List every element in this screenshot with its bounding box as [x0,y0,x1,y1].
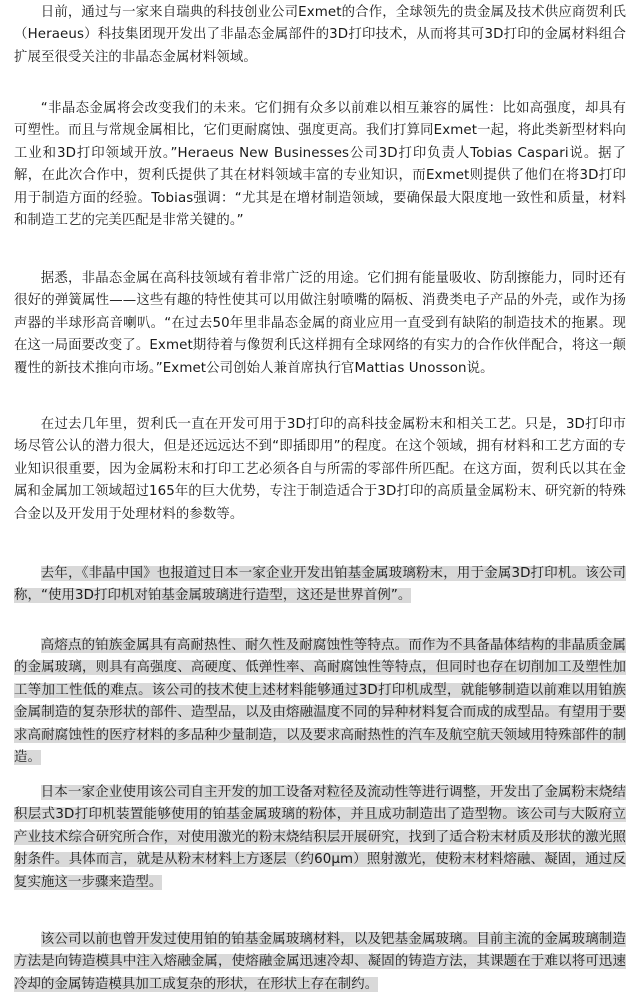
paragraph-powder-sintering [14,782,626,894]
paragraph-text: 高熔点的铂族金属具有高耐热性、耐久性及耐腐蚀性等特点。而作为不具备晶体结构的非晶质金属的金属玻璃，则具有高强度、高硬度、低弹性率、高耐腐蚀性等特点，但同时也存在切削加工及塑性加工等加工性低的难点。该公司的技术使上述材料能够通过3D打印机成型，就能够制造以前难以用铂族金属制造的复杂形状的部件、造型品，以及由熔融温度不同的异种材料复合而成的成型品。有望用于要求高耐腐蚀性的医疗材料的多品种少量制造，以及要求高耐热性的汽车及航空航天领域用特殊部件的制造。 [14,638,626,766]
paragraph-text: 日前，通过与一家来自瑞典的科技创业公司Exmet的合作，全球领先的贵金属及技术供应商贺利氏（Heraeus）科技集团现开发出了非晶态金属部件的3D打印技术，从而将其可3D打印的金属材料组合扩展至很受关注的非晶态金属材料领域。 [14,5,626,65]
paragraph-platinum-properties [14,635,626,769]
paragraph-applications [14,268,626,380]
paragraph-heraeus-development [14,414,626,526]
paragraph-text: 据悉，非晶态金属在高科技领域有着非常广泛的用途。它们拥有能量吸收、防刮擦能力，同时还有很好的弹簧属性——这些有趣的特性使其可以用做注射喷嘴的隔板、消费类电子产品的外壳，或作为扬声器的半球形高音喇叭。“在过去50年里非晶态金属的商业应用一直受到有缺陷的制造技术的拖累。现在这一局面要改变了。Exmet期待着与像贺利氏这样拥有全球网络的有实力的合作伙伴配合，将这一颠覆性的新技术推向市场。”Exmet公司创始人兼首席执行官Mattias Unosson说。 [14,271,626,376]
paragraph-casting-method [14,929,626,996]
paragraph-text: 去年，《非晶中国》也报道过日本一家企业开发出铂基金属玻璃粉末，用于金属3D打印机。该公司称，“使用3D打印机对铂基金属玻璃进行造型，这还是世界首例”。 [14,566,626,604]
paragraph-text: “非晶态金属将会改变我们的未来。它们拥有众多以前难以相互兼容的属性：比如高强度，却具有可塑性。而且与常规金属相比，它们更耐腐蚀、强度更高。我们打算同Exmet一起，将此类新型材料向工业和3D打印领域开放。”Heraeus New Businesses公司3D打印负责人Tobias Caspari说。据了解，在此次合作中，贺利氏提供了其在材料领域丰富的专业知识，而Exmet则提供了他们在将3D打印用于制造方面的经验。Tobias强调：“尤其是在增材制造领域，要确保最大限度地一致性和质量，材料和制造工艺的完美匹配是非常关键的。” [14,101,626,229]
paragraph-japan-report [14,563,626,608]
paragraph-text: 该公司以前也曾开发过使用铂的铂基金属玻璃材料，以及钯基金属玻璃。目前主流的金属玻璃制造方法是向铸造模具中注入熔融金属，使熔融金属迅速冷却、凝固的铸造方法，其课题在于难以将可迅速冷却的金属铸造模具加工成复杂的形状，在形状上存在制约。 [14,932,626,992]
paragraph-exmet-cooperation [14,2,626,69]
paragraph-text: 日本一家企业使用该公司自主开发的加工设备对粒径及流动性等进行调整，开发出了金属粉末烧结积层式3D打印机装置能够使用的铂基金属玻璃的粉体，并且成功制造出了造型物。该公司与大阪府立产业技术综合研究所合作，对使用激光的粉末烧结积层开展研究，找到了适合粉末材质及形状的激光照射条件。具体而言，就是从粉末材料上方逐层（约60μm）照射激光，使粉末材料熔融、凝固，通过反复实施这一步骤来造型。 [14,785,626,890]
paragraph-caspari-quote [14,98,626,232]
paragraph-text: 在过去几年里，贺利氏一直在开发可用于3D打印的高科技金属粉末和相关工艺。只是，3D打印市场尽管公认的潜力很大，但是还远远达不到“即插即用”的程度。在这个领域，拥有材料和工艺方面的专业知识很重要，因为金属粉末和打印工艺必须各自与所需的零部件所匹配。在这方面，贺利氏以其在金属和金属加工领域超过165年的巨大优势，专注于制造适合于3D打印的高质量金属粉末、研究新的特殊合金以及开发用于处理材料的参数等。 [14,417,626,522]
